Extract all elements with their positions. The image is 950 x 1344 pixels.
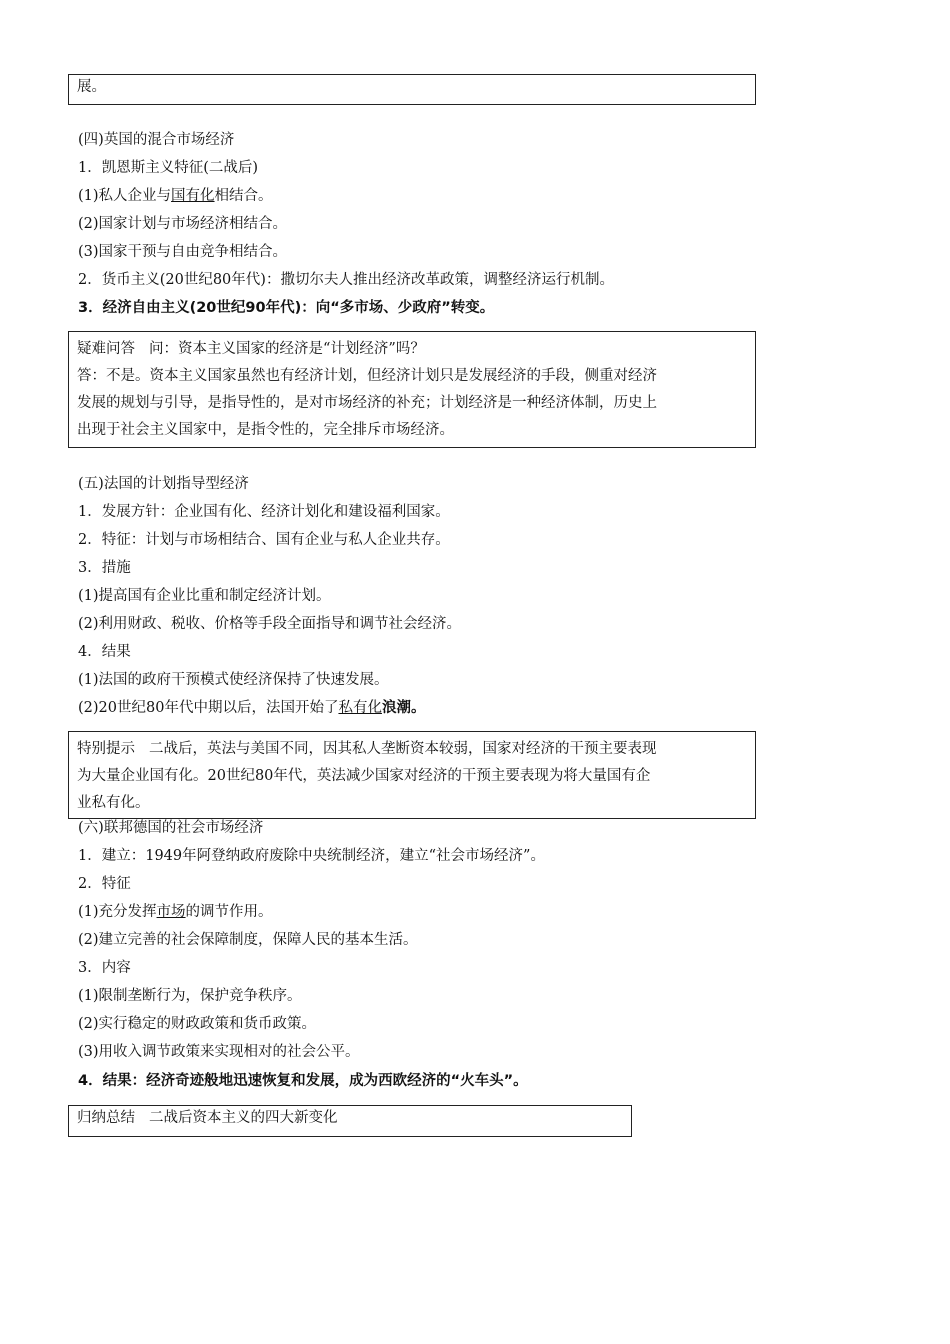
qa-tag: 疑难问答 [77, 341, 135, 357]
qa-question: 问：资本主义国家的经济是“计划经济”吗？ [149, 341, 425, 357]
top-box-text: 展。 [77, 79, 106, 95]
section-5-item-1: 1．发展方针：企业国有化、经济计划化和建设福利国家。 [78, 504, 450, 520]
section-4-title: (四)英国的混合市场经济 [78, 132, 235, 148]
section-6-item-1: 1．建立：1949年阿登纳政府废除中央统制经济，建立“社会市场经济”。 [78, 848, 545, 864]
text-segment: 相结合。 [214, 188, 273, 204]
tip-line-2: 为大量企业国有化。20世纪80年代，英法减少国家对经济的干预主要表现为将大量国有企 [77, 768, 651, 784]
section-6-item-3 [78, 902, 273, 922]
tip-text-1: 二战后，英法与美国不同，因其私人垄断资本较弱，国家对经济的干预主要表现 [149, 741, 657, 757]
text-segment: 的调节作用。 [185, 904, 273, 920]
text-segment: (1)充分发挥 [78, 904, 157, 920]
section-5-title: (五)法国的计划指导型经济 [78, 476, 249, 492]
section-6-item-2: 2．特征 [78, 876, 131, 892]
tip-line-1 [77, 736, 747, 763]
qa-question-line [77, 336, 747, 363]
section-4-item-6: 3．经济自由主义(20世纪90年代)：向“多市场、少政府”转变。 [78, 300, 495, 316]
section-6-item-9: 4．结果：经济奇迹般地迅速恢复和发展，成为西欧经济的“火车头”。 [78, 1073, 528, 1089]
section-4-item-4: (3)国家干预与自由竞争相结合。 [78, 244, 288, 260]
section-4-item-2 [78, 186, 273, 206]
section-6-item-4: (2)建立完善的社会保障制度，保障人民的基本生活。 [78, 932, 418, 948]
section-6-item-8: (3)用收入调节政策来实现相对的社会公平。 [78, 1044, 360, 1060]
qa-answer-line-2: 发展的规划与引导，是指导性的，是对市场经济的补充；计划经济是一种经济体制，历史上 [77, 395, 657, 411]
tip-box [68, 731, 756, 819]
top-continuation-box [68, 74, 756, 105]
summary-box [68, 1105, 632, 1137]
summary-tag: 归纳总结 [77, 1110, 135, 1126]
section-4-item-3: (2)国家计划与市场经济相结合。 [78, 216, 288, 232]
text-segment: (2)20世纪80年代中期以后，法国开始了 [78, 700, 339, 716]
text-segment: (1)私人企业与 [78, 188, 172, 204]
section-4-item-1: 1．凯恩斯主义特征(二战后) [78, 160, 259, 176]
section-5-item-8 [78, 698, 425, 718]
section-5-item-5: (2)利用财政、税收、价格等手段全面指导和调节社会经济。 [78, 616, 462, 632]
tip-tag: 特别提示 [77, 741, 135, 757]
qa-answer-line-1: 答：不是。资本主义国家虽然也有经济计划，但经济计划只是发展经济的手段，侧重对经济 [77, 368, 657, 384]
section-5-item-2: 2．特征：计划与市场相结合、国有企业与私人企业共存。 [78, 532, 450, 548]
section-5-item-3: 3．措施 [78, 560, 131, 576]
underlined-term: 市场 [156, 904, 186, 920]
section-6-item-7: (2)实行稳定的财政政策和货币政策。 [78, 1016, 317, 1032]
section-6-item-6: (1)限制垄断行为，保护竞争秩序。 [78, 988, 302, 1004]
qa-answer-line-3: 出现于社会主义国家中，是指令性的，完全排斥市场经济。 [77, 422, 454, 438]
underlined-term: 私有化 [338, 700, 382, 716]
section-6-title: (六)联邦德国的社会市场经济 [78, 820, 264, 836]
section-5-item-4: (1)提高国有企业比重和制定经济计划。 [78, 588, 331, 604]
section-5-item-7: (1)法国的政府干预模式使经济保持了快速发展。 [78, 672, 389, 688]
summary-text: 二战后资本主义的四大新变化 [149, 1110, 338, 1126]
underlined-term: 国有化 [171, 188, 215, 204]
text-segment: 浪潮。 [381, 700, 426, 716]
qa-box [68, 331, 756, 448]
section-6-item-5: 3．内容 [78, 960, 131, 976]
section-5-item-6: 4．结果 [78, 644, 131, 660]
tip-line-3: 业私有化。 [77, 795, 150, 811]
section-4-item-5: 2．货币主义(20世纪80年代)：撒切尔夫人推出经济改革政策，调整经济运行机制。 [78, 272, 614, 288]
